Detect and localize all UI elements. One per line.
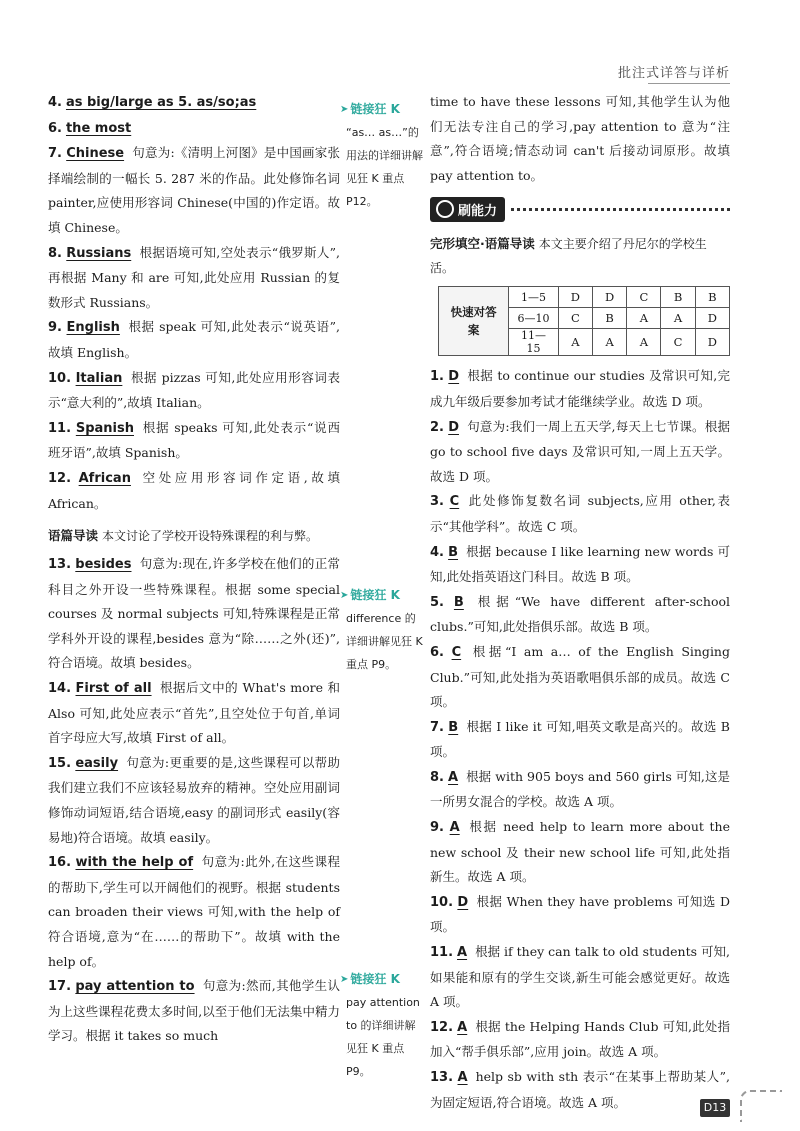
reading-intro-label: 语篇导读 (48, 528, 99, 544)
quick-answer: C (627, 287, 661, 308)
item-explanation: 根据 pizzas 可知,此处应用形容词表示“意大利的”,故填 Italian。 (48, 369, 340, 411)
item-answer: A (457, 1070, 468, 1085)
item-explanation: 根据 if they can talk to old students 可知,如果能和原有的学生交谈,新生可能会感觉更好。故选 A 项。 (430, 944, 730, 1010)
item-answer: African (78, 470, 131, 486)
answer-item (48, 116, 340, 142)
answer-item (430, 940, 730, 1015)
answer-item (430, 1065, 730, 1115)
item-number: 2. (430, 419, 444, 435)
item-explanation: help sb with sth 表示“在某事上帮助某人”,为固定短语,符合语境。故选 A 项。 (430, 1069, 730, 1110)
quick-answer: B (593, 308, 627, 329)
answer-list-right (430, 364, 730, 1115)
answer-item (48, 552, 340, 676)
item-answer: besides (75, 557, 132, 573)
quick-answer: B (695, 287, 729, 308)
quick-row (439, 287, 730, 308)
side-note-text: difference 的详细讲解见狂 K 重点 P9。 (346, 612, 423, 671)
answer-list-a (48, 90, 340, 516)
item-explanation: 根据 to continue our studies 及常识可知,完成九年级后要参加考试才能继续学业。故选 D 项。 (430, 368, 730, 409)
item-answer: C (451, 644, 462, 660)
link-tag: ➤ 链接狂 K (340, 584, 424, 607)
item-number: 6. (430, 644, 444, 660)
quick-answer: A (593, 329, 627, 356)
item-answer: D (457, 894, 469, 910)
answer-item (48, 241, 340, 316)
item-answer: B (453, 594, 464, 610)
quick-table-head: 快速对答案 (439, 287, 509, 356)
item-number: 12. (48, 470, 72, 486)
item-number: 4. (430, 544, 444, 560)
dotted-rule (511, 208, 730, 211)
item-answer: A (449, 820, 460, 836)
answer-item (48, 974, 340, 1049)
page-header-title: 批注式详答与详析 (617, 66, 730, 81)
answer-item (48, 676, 340, 751)
item-explanation: 根据后文中的 What's more 和 Also 可知,此处应表示“首先”,且空处位于句首,单词首字母应大写,故填 First of all。 (48, 680, 340, 746)
answer-item (430, 1015, 730, 1065)
side-note-3 (340, 968, 424, 1083)
item-answer: D (448, 419, 459, 435)
item-number: 3. (430, 494, 444, 510)
answer-item (48, 141, 340, 240)
quick-answer: D (593, 287, 627, 308)
item-answer: Spanish (75, 420, 134, 436)
item-answer: with the help of (75, 855, 194, 871)
item-answer: A (448, 769, 459, 785)
answer-item (430, 715, 730, 765)
item-explanation: 此处修饰复数名词 subjects,应用 other,表示“其他学科”。故选 C 项。 (430, 493, 730, 534)
item-explanation: 句意为:此外,在这些课程的帮助下,学生可以开阔他们的视野。根据 students can broaden their views 可知,with the help of 符合语境,意为“在……的帮助下”。故填 with the help of。 (48, 854, 340, 969)
answer-item (430, 815, 730, 890)
item-number: 9. (430, 820, 444, 836)
page-corner-decoration (740, 1090, 782, 1122)
answer-item (48, 366, 340, 416)
link-tag: ➤ 链接狂 K (340, 98, 424, 121)
item-answer: D (448, 369, 460, 385)
item-explanation: 根据语境可知,空处表示“俄罗斯人”,再根据 Many 和 are 可知,此处应用 Russian 的复数形式 Russians。 (48, 244, 340, 310)
item-number: 10. (430, 894, 454, 910)
answer-item (48, 90, 340, 116)
side-note-1 (340, 98, 424, 213)
item-number: 13. (430, 1070, 454, 1085)
left-column (48, 90, 340, 1049)
quick-range: 1—5 (509, 287, 559, 308)
item-number: 10. (48, 370, 72, 386)
item-number: 6. (48, 120, 62, 136)
continued-explanation: time to have these lessons 可知,其他学生认为他们无法专注自己的学习,pay attention to 意为“注意”,符合语境;情态动词 can't 后接动词原形。故填 pay attention to。 (430, 94, 730, 183)
item-answer: Russians (66, 245, 132, 261)
item-explanation: 根据 I like it 可知,唱英文歌是高兴的。故选 B 项。 (430, 718, 730, 760)
arrow-icon: ➤ (340, 974, 349, 985)
item-answer: as big/large as 5. as/so;as (65, 95, 257, 110)
page-number: D13 (700, 1099, 730, 1117)
answer-item (430, 415, 730, 490)
quick-answer: A (627, 329, 661, 356)
answer-item (48, 850, 340, 974)
item-answer: B (448, 544, 459, 560)
item-explanation: 句意为:然而,其他学生认为上这些课程花费太多时间,以至于他们无法集中精力学习。根据 it takes so much (48, 978, 340, 1044)
answer-item (430, 890, 730, 940)
item-explanation: 根据 because I like learning new words 可知,此处指英语这门科目。故选 B 项。 (430, 543, 730, 585)
item-answer: First of all (75, 681, 152, 697)
item-explanation: 根据 the Helping Hands Club 可知,此处指加入“帮手俱乐部”,应用 join。故选 A 项。 (430, 1018, 730, 1060)
item-answer: English (66, 320, 120, 336)
reading-intro-text: 本文讨论了学校开设特殊课程的利与弊。 (102, 529, 319, 544)
cloze-intro (430, 232, 730, 280)
item-answer: C (449, 494, 460, 510)
side-note-2 (340, 584, 424, 676)
arrow-icon: ➤ (340, 590, 349, 601)
item-number: 11. (430, 945, 454, 961)
answer-item (48, 751, 340, 850)
item-number: 8. (430, 769, 444, 785)
item-explanation: 根据 When they have problems 可知选 D 项。 (430, 893, 730, 935)
header-rule (648, 83, 730, 84)
cloze-intro-label: 完形填空·语篇导读 (430, 236, 535, 252)
answer-list-b (48, 552, 340, 1049)
reading-intro (48, 524, 340, 548)
answer-item (430, 590, 730, 640)
item-number: 17. (48, 979, 72, 995)
section-badge: 刷能力 (430, 197, 505, 222)
item-explanation: 句意为:更重要的是,这些课程可以帮助我们建立我们不应该轻易放弃的精神。空处应用副词修饰动词短语,结合语境,easy 的副词形式 easily(容易地)符合语境。故填 easily。 (48, 754, 340, 845)
quick-answer: D (695, 308, 729, 329)
quick-range: 11—15 (509, 329, 559, 356)
practice-icon (436, 200, 454, 218)
right-column (430, 90, 730, 1115)
item-explanation: 根据“I am a… of the English Singing Club.”可知,此处指为英语歌唱俱乐部的成员。故选 C 项。 (430, 643, 730, 710)
item-answer: Italian (75, 370, 123, 386)
item-number: 14. (48, 681, 72, 697)
item-number: 9. (48, 320, 62, 336)
item-number: 7. (48, 146, 62, 162)
item-answer: B (448, 719, 459, 735)
link-tag: ➤ 链接狂 K (340, 968, 424, 991)
side-note-text: pay attention to 的详细讲解见狂 K 重点 P9。 (346, 996, 420, 1078)
quick-answer: D (558, 287, 592, 308)
item-number: 7. (430, 719, 444, 735)
item-number: 15. (48, 755, 72, 771)
item-answer: A (457, 945, 468, 961)
cloze-intro-text: 本文主要介绍了丹尼尔的学校生活。 (430, 237, 707, 276)
answer-item (48, 416, 340, 466)
answer-item (430, 489, 730, 539)
item-explanation: 根据“We have different after-school clubs.”可知,此处指俱乐部。故选 B 项。 (430, 593, 730, 635)
quick-answer: A (627, 308, 661, 329)
answer-item (48, 315, 340, 365)
quick-answer: C (661, 329, 695, 356)
quick-answer: C (558, 308, 592, 329)
answer-item (430, 540, 730, 590)
arrow-icon: ➤ (340, 104, 349, 115)
quick-answer: D (695, 329, 729, 356)
answer-item (430, 364, 730, 414)
answer-item (430, 765, 730, 815)
item-number: 11. (48, 420, 72, 436)
item-explanation: 句意为:现在,许多学校在他们的正常科目之外开设一些特殊课程。根据 some special courses 及 normal subjects 可知,特殊课程是正常学科外开设的课程,besides 意为“除……之外(还)”,符合语境。故填 besides。 (48, 556, 340, 671)
item-number: 1. (430, 369, 444, 385)
item-explanation: 根据 speak 可知,此处表示“说英语”,故填 English。 (48, 319, 340, 360)
item-number: 4. (48, 95, 62, 110)
quick-answer-table (438, 286, 730, 356)
item-answer: the most (65, 120, 132, 136)
quick-answer: A (661, 308, 695, 329)
item-explanation: 根据 need help to learn more about the new school 及 their new school life 可知,此处指新生。故选 A 项。 (430, 819, 730, 885)
item-explanation: 空处应用形容词作定语,故填 African。 (48, 469, 340, 511)
item-answer: easily (75, 755, 119, 771)
side-note-text: “as… as…”的用法的详细讲解见狂 K 重点 P12。 (346, 126, 423, 208)
item-explanation: 根据 speaks 可知,此处表示“说西班牙语”,故填 Spanish。 (48, 419, 340, 461)
quick-answer: A (558, 329, 592, 356)
answer-item (48, 466, 340, 516)
item-number: 5. (430, 594, 444, 610)
item-explanation: 根据 with 905 boys and 560 girls 可知,这是一所男女混合的学校。故选 A 项。 (430, 768, 730, 810)
item-number: 16. (48, 855, 72, 871)
item-explanation: 句意为:我们一周上五天学,每天上七节课。根据 go to school five days 及常识可知,一周上五天学。故选 D 项。 (430, 418, 730, 484)
item-answer: pay attention to (75, 979, 195, 995)
answer-item (430, 640, 730, 715)
item-answer: Chinese (66, 146, 125, 162)
item-number: 8. (48, 245, 62, 261)
quick-answer: B (661, 287, 695, 308)
section-heading (430, 194, 730, 224)
quick-range: 6—10 (509, 308, 559, 329)
item-explanation: 句意为:《清明上河图》是中国画家张择端绘制的一幅长 5. 287 米的作品。此处修饰名词 painter,应使用形容词 Chinese(中国的)作定语。故填 Chinese。 (48, 145, 340, 235)
item-answer: A (457, 1019, 468, 1035)
item-number: 13. (48, 557, 72, 573)
item-number: 12. (430, 1019, 454, 1035)
